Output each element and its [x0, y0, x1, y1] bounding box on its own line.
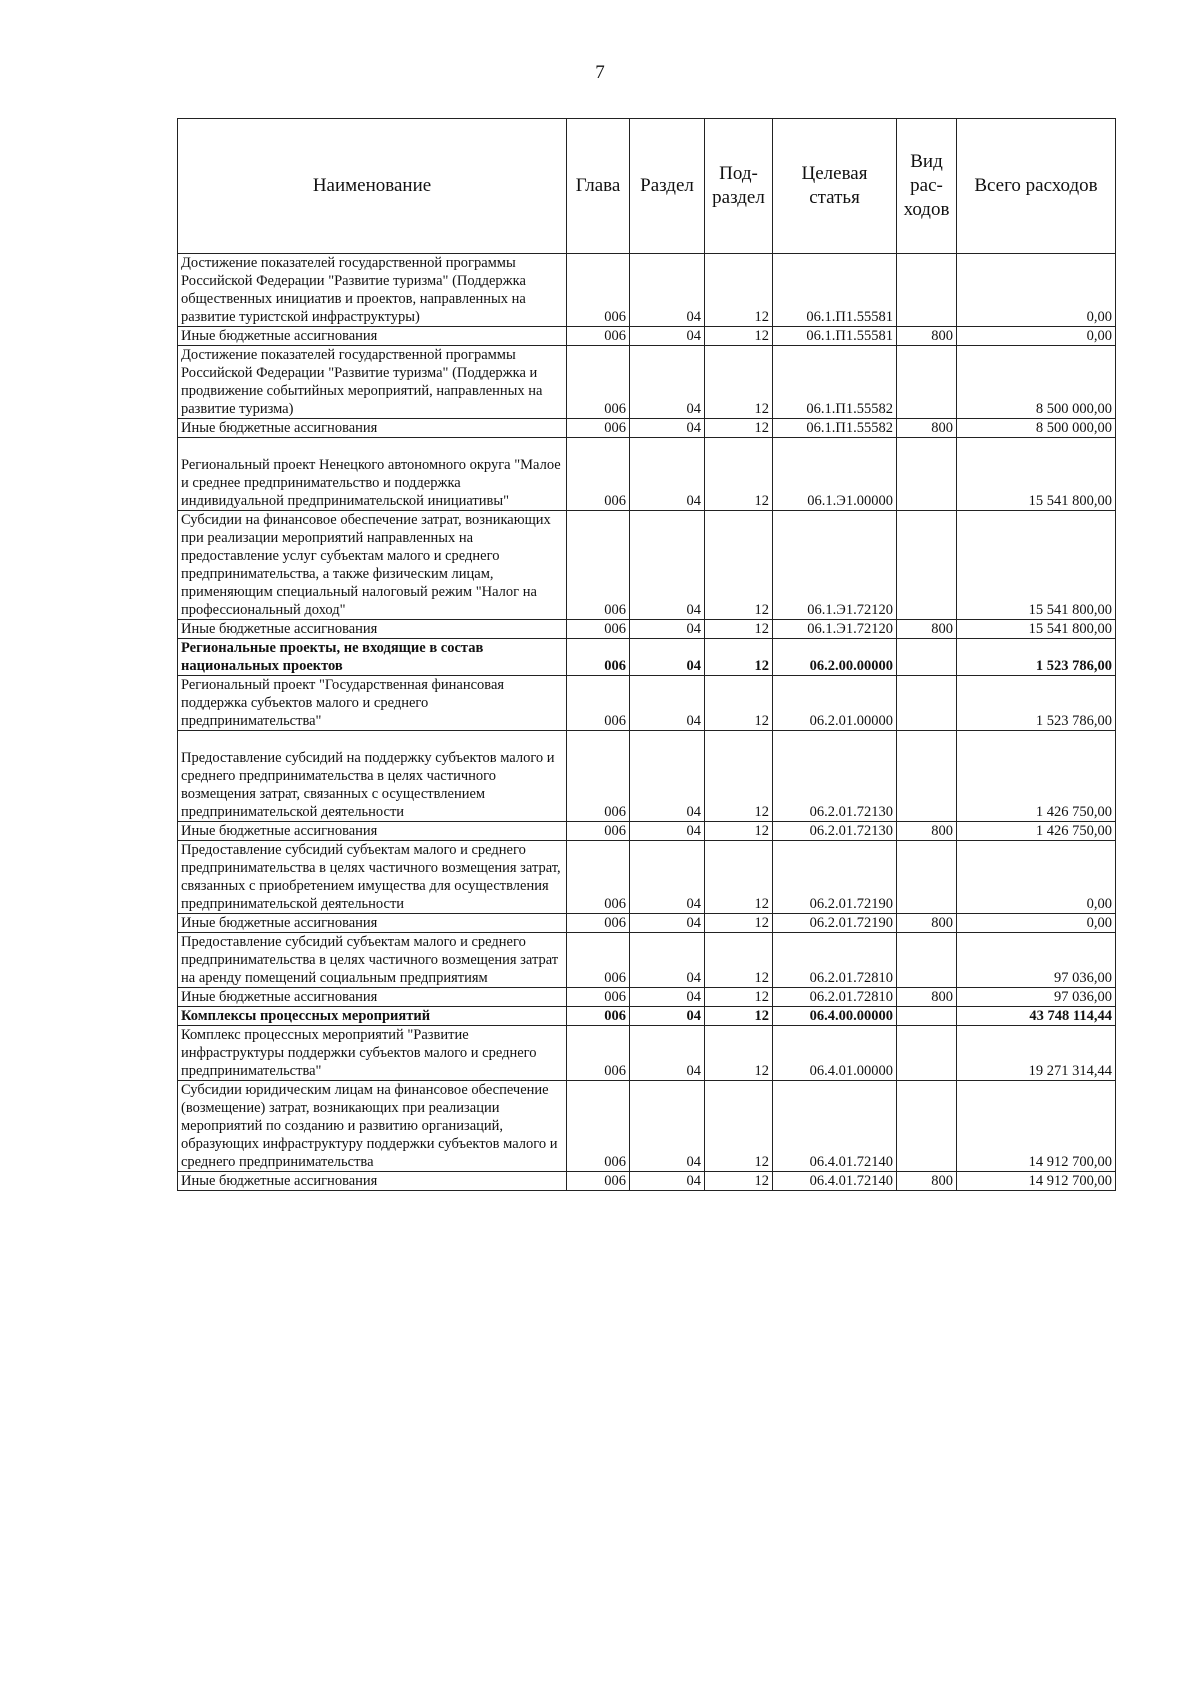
row-vid-cell	[897, 676, 957, 731]
row-podrazdel-cell: 12	[705, 933, 773, 988]
row-name-cell: Региональный проект Ненецкого автономного округа "Малое и среднее предпринимательство и поддержка индивидуальной предпринимательской инициативы"	[178, 438, 567, 511]
row-razdel-cell: 04	[630, 914, 705, 933]
table-row	[178, 933, 1116, 988]
row-vid-cell: 800	[897, 822, 957, 841]
row-razdel-cell: 04	[630, 620, 705, 639]
table-row	[178, 822, 1116, 841]
row-glava-cell: 006	[567, 1172, 630, 1191]
row-glava-cell: 006	[567, 1081, 630, 1172]
row-glava-cell: 006	[567, 511, 630, 620]
row-podrazdel-cell: 12	[705, 841, 773, 914]
row-glava-cell: 006	[567, 988, 630, 1007]
row-name-cell: Предоставление субсидий на поддержку субъектов малого и среднего предпринимательства в целях частичного возмещения затрат, связанных с осуществлением предпринимательской деятельности	[178, 731, 567, 822]
row-total-cell: 1 523 786,00	[957, 676, 1116, 731]
row-name-cell: Иные бюджетные ассигнования	[178, 620, 567, 639]
row-name-cell: Иные бюджетные ассигнования	[178, 1172, 567, 1191]
header-vid-line3: ходов	[903, 199, 950, 220]
row-podrazdel-cell: 12	[705, 639, 773, 676]
row-vid-cell: 800	[897, 988, 957, 1007]
row-razdel-cell: 04	[630, 676, 705, 731]
row-name-cell: Региональный проект "Государственная финансовая поддержка субъектов малого и среднего предпринимательства"	[178, 676, 567, 731]
row-total-cell: 15 541 800,00	[957, 511, 1116, 620]
row-celevaya-cell: 06.2.01.72810	[773, 988, 897, 1007]
table-body	[178, 254, 1116, 1191]
row-razdel-cell: 04	[630, 419, 705, 438]
row-celevaya-cell: 06.1.Э1.72120	[773, 620, 897, 639]
table-row	[178, 988, 1116, 1007]
row-celevaya-cell: 06.1.П1.55582	[773, 346, 897, 419]
row-name-cell: Региональные проекты, не входящие в состав национальных проектов	[178, 639, 567, 676]
row-celevaya-cell: 06.2.01.72810	[773, 933, 897, 988]
row-celevaya-cell: 06.1.П1.55581	[773, 254, 897, 327]
row-total-cell: 0,00	[957, 254, 1116, 327]
row-name-cell: Комплекс процессных мероприятий "Развитие инфраструктуры поддержки субъектов малого и среднего предпринимательства"	[178, 1026, 567, 1081]
row-total-cell: 0,00	[957, 841, 1116, 914]
row-name-cell: Достижение показателей государственной программы Российской Федерации "Развитие туризма" (Поддержка и продвижение событийных мероприятий, направленных на развитие туризма)	[178, 346, 567, 419]
row-total-cell: 14 912 700,00	[957, 1172, 1116, 1191]
row-total-cell: 0,00	[957, 327, 1116, 346]
header-razdel: Раздел	[630, 119, 705, 254]
row-glava-cell: 006	[567, 914, 630, 933]
table-row	[178, 346, 1116, 419]
row-glava-cell: 006	[567, 327, 630, 346]
row-celevaya-cell: 06.1.Э1.72120	[773, 511, 897, 620]
row-glava-cell: 006	[567, 346, 630, 419]
row-glava-cell: 006	[567, 438, 630, 511]
row-vid-cell	[897, 1007, 957, 1026]
row-glava-cell: 006	[567, 676, 630, 731]
header-podrazdel-line1: Под-	[719, 163, 758, 184]
row-total-cell: 15 541 800,00	[957, 438, 1116, 511]
row-podrazdel-cell: 12	[705, 1172, 773, 1191]
row-celevaya-cell: 06.1.П1.55581	[773, 327, 897, 346]
row-total-cell: 97 036,00	[957, 933, 1116, 988]
row-glava-cell: 006	[567, 841, 630, 914]
row-total-cell: 0,00	[957, 914, 1116, 933]
row-celevaya-cell: 06.2.01.72190	[773, 914, 897, 933]
table-row	[178, 1007, 1116, 1026]
row-razdel-cell: 04	[630, 327, 705, 346]
row-podrazdel-cell: 12	[705, 511, 773, 620]
row-total-cell: 1 426 750,00	[957, 731, 1116, 822]
row-vid-cell: 800	[897, 914, 957, 933]
table-row	[178, 327, 1116, 346]
row-vid-cell	[897, 1081, 957, 1172]
header-podrazdel-line2: раздел	[712, 187, 765, 208]
row-podrazdel-cell: 12	[705, 1026, 773, 1081]
table-row	[178, 639, 1116, 676]
row-glava-cell: 006	[567, 933, 630, 988]
row-podrazdel-cell: 12	[705, 676, 773, 731]
header-vid	[897, 119, 957, 254]
row-podrazdel-cell: 12	[705, 254, 773, 327]
table-row	[178, 1172, 1116, 1191]
row-podrazdel-cell: 12	[705, 1081, 773, 1172]
header-vid-line2: рас-	[910, 175, 943, 196]
row-vid-cell	[897, 346, 957, 419]
row-vid-cell	[897, 1026, 957, 1081]
row-name-cell: Иные бюджетные ассигнования	[178, 988, 567, 1007]
table-row	[178, 254, 1116, 327]
row-name-cell: Субсидии юридическим лицам на финансовое обеспечение (возмещение) затрат, возникающих при реализации мероприятий по созданию и развитию организаций, образующих инфраструктуру поддержки субъектов малого и среднего предпринимательства	[178, 1081, 567, 1172]
row-vid-cell	[897, 731, 957, 822]
row-total-cell: 15 541 800,00	[957, 620, 1116, 639]
row-name-cell: Достижение показателей государственной программы Российской Федерации "Развитие туризма" (Поддержка общественных инициатив и проектов, направленных на развитие туристской инфраструктуры)	[178, 254, 567, 327]
row-glava-cell: 006	[567, 1007, 630, 1026]
row-podrazdel-cell: 12	[705, 822, 773, 841]
table-header-row	[178, 119, 1116, 254]
row-razdel-cell: 04	[630, 1026, 705, 1081]
row-vid-cell: 800	[897, 620, 957, 639]
row-vid-cell	[897, 933, 957, 988]
row-razdel-cell: 04	[630, 438, 705, 511]
header-total: Всего расходов	[957, 119, 1116, 254]
table-row	[178, 511, 1116, 620]
row-glava-cell: 006	[567, 254, 630, 327]
row-celevaya-cell: 06.1.Э1.00000	[773, 438, 897, 511]
row-total-cell: 1 523 786,00	[957, 639, 1116, 676]
row-vid-cell	[897, 511, 957, 620]
row-vid-cell	[897, 841, 957, 914]
budget-table	[177, 118, 1116, 1191]
row-total-cell: 19 271 314,44	[957, 1026, 1116, 1081]
row-razdel-cell: 04	[630, 988, 705, 1007]
row-razdel-cell: 04	[630, 731, 705, 822]
row-razdel-cell: 04	[630, 1081, 705, 1172]
row-name-cell: Комплексы процессных мероприятий	[178, 1007, 567, 1026]
row-podrazdel-cell: 12	[705, 914, 773, 933]
row-total-cell: 8 500 000,00	[957, 419, 1116, 438]
header-podrazdel	[705, 119, 773, 254]
row-razdel-cell: 04	[630, 1172, 705, 1191]
row-celevaya-cell: 06.4.01.72140	[773, 1081, 897, 1172]
row-celevaya-cell: 06.1.П1.55582	[773, 419, 897, 438]
header-celevaya	[773, 119, 897, 254]
row-total-cell: 1 426 750,00	[957, 822, 1116, 841]
row-podrazdel-cell: 12	[705, 419, 773, 438]
row-celevaya-cell: 06.2.01.72130	[773, 731, 897, 822]
row-celevaya-cell: 06.2.01.72190	[773, 841, 897, 914]
header-name: Наименование	[178, 119, 567, 254]
header-celevaya-line1: Целевая	[801, 163, 868, 184]
row-vid-cell: 800	[897, 419, 957, 438]
header-celevaya-line2: статья	[809, 187, 860, 208]
row-razdel-cell: 04	[630, 254, 705, 327]
table-row	[178, 841, 1116, 914]
row-total-cell: 8 500 000,00	[957, 346, 1116, 419]
row-celevaya-cell: 06.4.01.72140	[773, 1172, 897, 1191]
row-vid-cell: 800	[897, 327, 957, 346]
header-vid-line1: Вид	[910, 151, 943, 172]
row-glava-cell: 006	[567, 822, 630, 841]
row-razdel-cell: 04	[630, 346, 705, 419]
row-glava-cell: 006	[567, 419, 630, 438]
table-row	[178, 731, 1116, 822]
row-razdel-cell: 04	[630, 933, 705, 988]
row-podrazdel-cell: 12	[705, 1007, 773, 1026]
row-glava-cell: 006	[567, 620, 630, 639]
row-glava-cell: 006	[567, 731, 630, 822]
row-celevaya-cell: 06.2.01.00000	[773, 676, 897, 731]
row-podrazdel-cell: 12	[705, 346, 773, 419]
row-podrazdel-cell: 12	[705, 731, 773, 822]
row-name-cell: Иные бюджетные ассигнования	[178, 327, 567, 346]
header-glava: Глава	[567, 119, 630, 254]
table-row	[178, 438, 1116, 511]
row-vid-cell: 800	[897, 1172, 957, 1191]
row-glava-cell: 006	[567, 1026, 630, 1081]
row-razdel-cell: 04	[630, 1007, 705, 1026]
row-total-cell: 14 912 700,00	[957, 1081, 1116, 1172]
row-razdel-cell: 04	[630, 639, 705, 676]
row-celevaya-cell: 06.2.00.00000	[773, 639, 897, 676]
table-row	[178, 620, 1116, 639]
row-name-cell: Предоставление субсидий субъектам малого и среднего предпринимательства в целях частичного возмещения затрат на аренду помещений социальным предприятиям	[178, 933, 567, 988]
row-name-cell: Иные бюджетные ассигнования	[178, 914, 567, 933]
row-razdel-cell: 04	[630, 511, 705, 620]
row-name-cell: Предоставление субсидий субъектам малого и среднего предпринимательства в целях частичного возмещения затрат, связанных с приобретением имущества для осуществления предпринимательской деятельности	[178, 841, 567, 914]
table-row	[178, 419, 1116, 438]
table-row	[178, 914, 1116, 933]
row-razdel-cell: 04	[630, 822, 705, 841]
row-total-cell: 97 036,00	[957, 988, 1116, 1007]
row-name-cell: Субсидии на финансовое обеспечение затрат, возникающих при реализации мероприятий направленных на предоставление услуг субъектам малого и среднего предпринимательства, а также физическим лицам, применяющим специальный налоговый режим "Налог на профессиональный доход"	[178, 511, 567, 620]
row-podrazdel-cell: 12	[705, 620, 773, 639]
row-name-cell: Иные бюджетные ассигнования	[178, 822, 567, 841]
table-row	[178, 1026, 1116, 1081]
row-celevaya-cell: 06.2.01.72130	[773, 822, 897, 841]
page-number: 7	[595, 62, 605, 83]
row-vid-cell	[897, 438, 957, 511]
row-podrazdel-cell: 12	[705, 988, 773, 1007]
row-name-cell: Иные бюджетные ассигнования	[178, 419, 567, 438]
row-vid-cell	[897, 254, 957, 327]
row-razdel-cell: 04	[630, 841, 705, 914]
row-celevaya-cell: 06.4.01.00000	[773, 1026, 897, 1081]
row-celevaya-cell: 06.4.00.00000	[773, 1007, 897, 1026]
row-podrazdel-cell: 12	[705, 327, 773, 346]
row-podrazdel-cell: 12	[705, 438, 773, 511]
table-row	[178, 1081, 1116, 1172]
row-glava-cell: 006	[567, 639, 630, 676]
row-total-cell: 43 748 114,44	[957, 1007, 1116, 1026]
row-vid-cell	[897, 639, 957, 676]
table-row	[178, 676, 1116, 731]
